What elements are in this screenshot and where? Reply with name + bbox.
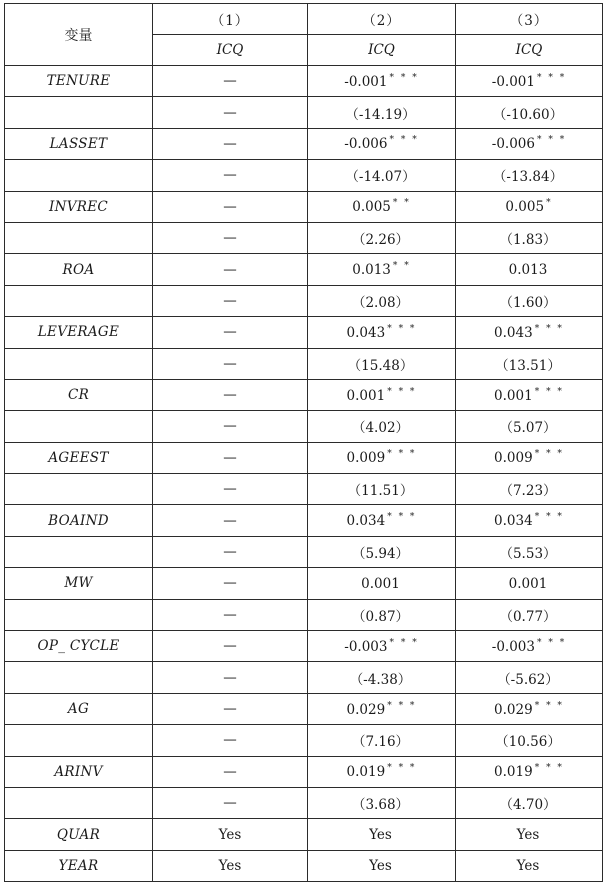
model-3-cell [456,442,603,473]
model-2-cell [308,725,456,756]
table-row-coef [5,693,603,724]
coefficient-value: -0.003 [491,638,535,655]
coefficient-value: （1.83） [499,232,557,249]
model-2-cell [308,66,456,97]
table-row-tstat [5,662,603,693]
model-3-cell [456,411,603,442]
significance-stars: * * * [534,386,564,397]
coefficient-value: 0.029 [494,701,533,718]
model-3-cell [456,725,603,756]
coefficient-value: Yes [516,858,540,875]
variable-name-cell: QUAR [5,819,153,850]
significance-stars: * [546,198,553,209]
model-1-cell: — [153,160,308,191]
model-3-cell [456,505,603,536]
model-2-cell [308,285,456,316]
variable-name-cell: AGEEST [5,442,153,473]
model-3-cell [456,317,603,348]
dependent-var-header-1: ICQ [153,35,308,66]
coefficient-value: （-5.62） [497,671,559,688]
model-1-cell: — [153,97,308,128]
significance-stars: * * * [387,386,417,397]
coefficient-value: 0.005 [505,199,545,216]
coefficient-value: -0.006 [344,136,388,153]
model-1-cell: — [153,128,308,159]
coefficient-value: （7.23） [499,483,557,500]
column-header-2: （2） [308,4,456,35]
model-2-cell [308,411,456,442]
variable-name-cell [5,536,153,567]
table-row-coef [5,128,603,159]
coefficient-value: （2.08） [351,294,410,311]
model-1-cell: — [153,317,308,348]
variable-name-cell: TENURE [5,66,153,97]
table-row-coef [5,442,603,473]
model-2-cell [308,756,456,787]
significance-stars: * * * [536,135,567,146]
table-row-tstat [5,725,603,756]
model-3-cell [456,474,603,505]
coefficient-value: （11.51） [347,483,414,500]
variable-name-cell: MW [5,568,153,599]
coefficient-value: 0.001 [494,387,533,404]
table-row-coef [5,631,603,662]
table-row-coef [5,505,603,536]
coefficient-value: -0.001 [491,73,535,90]
table-row-coef [5,819,603,850]
model-3-cell [456,97,603,128]
coefficient-value: 0.043 [346,324,386,341]
dependent-var-header-2: ICQ [308,35,456,66]
model-1-cell: Yes [153,819,308,850]
variable-name-cell [5,599,153,630]
model-3-cell [456,662,603,693]
table-row-tstat [5,97,603,128]
table-row-tstat [5,474,603,505]
model-3-cell [456,191,603,222]
table-row-coef [5,756,603,787]
variable-name-cell [5,285,153,316]
coefficient-value: 0.013 [508,262,548,279]
coefficient-value: （2.26） [351,232,410,249]
model-3-cell [456,787,603,818]
model-3-cell [456,693,603,724]
model-1-cell: — [153,536,308,567]
model-1-cell: — [153,787,308,818]
model-2-cell [308,505,456,536]
model-1-cell: — [153,411,308,442]
significance-stars: * * * [389,135,419,146]
model-1-cell: — [153,222,308,253]
model-2-cell [308,348,456,379]
variable-name-cell [5,725,153,756]
coefficient-value: （5.53） [499,546,557,563]
significance-stars: * * * [536,72,567,83]
significance-stars: * * * [387,763,417,774]
coefficient-value: （-14.19） [345,106,416,123]
variable-header: 变量 [5,4,153,66]
significance-stars: * * * [534,512,564,523]
coefficient-value: Yes [369,858,392,875]
variable-name-cell [5,348,153,379]
model-1-cell: — [153,191,308,222]
model-2-cell [308,850,456,881]
coefficient-value: （4.70） [499,797,557,814]
coefficient-value: （-13.84） [492,169,564,186]
variable-name-cell [5,787,153,818]
table-row-tstat [5,787,603,818]
coefficient-value: 0.009 [494,450,533,467]
model-2-cell [308,97,456,128]
model-2-cell [308,254,456,285]
model-1-cell: — [153,568,308,599]
model-3-cell [456,756,603,787]
model-2-cell [308,662,456,693]
model-1-cell: — [153,66,308,97]
significance-stars: * * * [534,323,564,334]
coefficient-value: 0.019 [346,764,386,781]
model-1-cell: — [153,474,308,505]
model-1-cell: — [153,631,308,662]
variable-name-cell: ROA [5,254,153,285]
model-2-cell [308,379,456,410]
table-row-tstat [5,411,603,442]
coefficient-value: 0.001 [346,387,386,404]
model-1-cell: — [153,505,308,536]
coefficient-value: （3.68） [351,797,410,814]
coefficient-value: （-14.07） [345,169,416,186]
model-1-cell: — [153,285,308,316]
table-row-tstat [5,348,603,379]
coefficient-value: （15.48） [347,357,414,374]
model-1-cell: — [153,599,308,630]
model-3-cell [456,348,603,379]
significance-stars: * * [392,198,411,209]
table-row-coef [5,850,603,881]
model-3-cell [456,66,603,97]
table-row-coef [5,317,603,348]
variable-name-cell [5,474,153,505]
model-3-cell [456,254,603,285]
model-2-cell [308,693,456,724]
coefficient-value: 0.029 [346,701,386,718]
table-row-coef [5,254,603,285]
model-3-cell [456,222,603,253]
significance-stars: * * * [387,700,417,711]
coefficient-value: （10.56） [495,734,561,751]
coefficient-value: （13.51） [495,357,561,374]
model-1-cell: — [153,348,308,379]
significance-stars: * * [392,261,411,272]
coefficient-value: 0.043 [494,324,533,341]
coefficient-value: Yes [516,827,540,844]
model-2-cell [308,317,456,348]
coefficient-value: （7.16） [351,734,410,751]
variable-name-cell [5,222,153,253]
variable-name-cell: LASSET [5,128,153,159]
significance-stars: * * * [389,637,419,648]
model-3-cell [456,819,603,850]
column-header-3: （3） [456,4,603,35]
coefficient-value: 0.001 [361,575,400,592]
model-2-cell [308,474,456,505]
model-2-cell [308,568,456,599]
variable-name-cell: AG [5,693,153,724]
header-row-columns [5,4,603,35]
table-row-tstat [5,599,603,630]
table-body [5,4,603,882]
variable-name-cell: CR [5,379,153,410]
model-3-cell [456,536,603,567]
column-header-1: （1） [153,4,308,35]
coefficient-value: -0.001 [344,73,388,90]
model-1-cell: — [153,756,308,787]
coefficient-value: 0.034 [494,513,533,530]
coefficient-value: （1.60） [499,294,557,311]
significance-stars: * * * [534,449,564,460]
variable-name-cell [5,160,153,191]
model-3-cell [456,568,603,599]
model-2-cell [308,160,456,191]
model-2-cell [308,128,456,159]
variable-name-cell: LEVERAGE [5,317,153,348]
coefficient-value: -0.003 [344,638,388,655]
coefficient-value: 0.009 [346,450,386,467]
model-3-cell [456,599,603,630]
model-2-cell [308,536,456,567]
model-2-cell [308,222,456,253]
model-3-cell [456,160,603,191]
coefficient-value: （5.07） [499,420,557,437]
coefficient-value: Yes [369,827,392,844]
table-row-coef [5,66,603,97]
table-row-tstat [5,222,603,253]
significance-stars: * * * [536,637,567,648]
variable-name-cell: OP_ CYCLE [5,631,153,662]
significance-stars: * * * [387,323,417,334]
model-2-cell [308,191,456,222]
variable-name-cell: INVREC [5,191,153,222]
coefficient-value: （5.94） [351,546,410,563]
table-row-tstat [5,160,603,191]
model-2-cell [308,819,456,850]
model-1-cell: — [153,254,308,285]
variable-name-cell: ARINV [5,756,153,787]
coefficient-value: 0.001 [508,575,548,592]
coefficient-value: 0.019 [494,764,533,781]
significance-stars: * * * [534,700,564,711]
coefficient-value: （4.02） [351,420,410,437]
model-2-cell [308,442,456,473]
model-3-cell [456,850,603,881]
coefficient-value: 0.005 [352,199,391,216]
variable-name-cell [5,411,153,442]
model-1-cell: — [153,379,308,410]
model-1-cell: — [153,662,308,693]
model-3-cell [456,128,603,159]
variable-name-cell [5,662,153,693]
model-3-cell [456,379,603,410]
variable-name-cell: YEAR [5,850,153,881]
table-row-coef [5,191,603,222]
significance-stars: * * * [387,512,417,523]
model-3-cell [456,631,603,662]
model-1-cell: Yes [153,850,308,881]
significance-stars: * * * [387,449,417,460]
model-1-cell: — [153,693,308,724]
table-row-tstat [5,285,603,316]
table-row-tstat [5,536,603,567]
coefficient-value: 0.013 [352,262,391,279]
coefficient-value: （-10.60） [492,106,564,123]
model-2-cell [308,787,456,818]
model-2-cell [308,631,456,662]
model-1-cell: — [153,725,308,756]
dependent-var-header-3: ICQ [456,35,603,66]
table-row-coef [5,379,603,410]
variable-name-cell [5,97,153,128]
significance-stars: * * * [389,72,419,83]
coefficient-value: （0.87） [351,608,410,625]
significance-stars: * * * [534,763,564,774]
regression-table [4,3,603,882]
coefficient-value: 0.034 [346,513,386,530]
coefficient-value: -0.006 [491,136,535,153]
model-2-cell [308,599,456,630]
variable-name-cell: BOAIND [5,505,153,536]
table-row-coef [5,568,603,599]
coefficient-value: （-4.38） [349,671,412,688]
model-1-cell: — [153,442,308,473]
coefficient-value: （0.77） [499,608,557,625]
model-3-cell [456,285,603,316]
